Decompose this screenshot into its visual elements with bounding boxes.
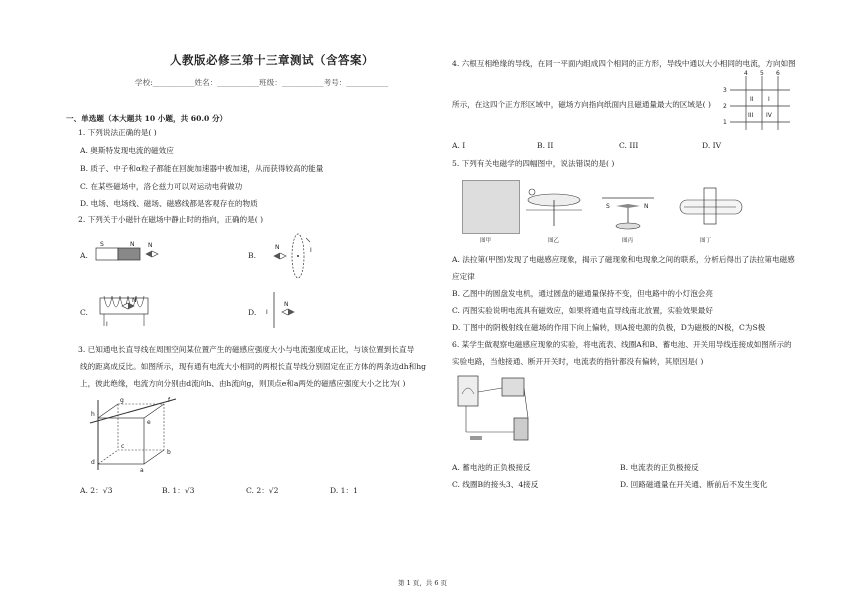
student-info-fields: 学校:___________姓名：___________班级：___________考号：___________ — [135, 78, 389, 87]
q3-label-a: a — [140, 467, 144, 474]
q2c-n-label: N — [132, 297, 137, 304]
section-title: 一、单选题（本大题共 10 小题，共 60.0 分） — [66, 114, 228, 123]
q2-option-c-label: C. — [80, 308, 88, 317]
q3-label-b: b — [167, 449, 171, 456]
q6-stem-line2: 实验电路，当他接通、断开开关时，电流表的指针都没有偏转，其原因是( ) — [452, 357, 704, 366]
q5-option-d: D. 丁图中的阴极射线在磁场的作用下向上偏转，则A接电源的负极，D为磁极的N极，C为S极 — [452, 323, 766, 332]
q6-option-d: D. 回路磁通量在开关通、断前后不发生变化 — [620, 480, 768, 489]
q2d-n-label: N — [284, 301, 289, 308]
q5c-n-label: N — [644, 203, 649, 210]
q4-option-b: B. II — [537, 141, 554, 150]
q5-option-a-line2: 应定律 — [452, 272, 475, 281]
q3-label-h: h — [91, 411, 95, 418]
q4-wire-6: 6 — [776, 70, 780, 77]
q6-option-c: C. 线圈B的接头3、4接反 — [452, 480, 539, 489]
q4-region-1: I — [768, 96, 770, 103]
q5-caption-4: 图丁 — [700, 238, 712, 244]
q4-wire-2: 2 — [723, 103, 727, 110]
q5-caption-2: 图乙 — [548, 238, 560, 244]
page-number: 第 1 页，共 6 页 — [398, 579, 448, 587]
q2-figure-d — [268, 290, 328, 330]
q1-option-a: A. 奥斯特发现电流的磁效应 — [80, 146, 174, 155]
q3-label-f: f — [168, 397, 171, 404]
q1-stem: 1. 下列说法正确的是( ) — [78, 128, 157, 137]
q4-option-a: A. I — [452, 141, 466, 150]
q3-label-e: e — [147, 419, 151, 426]
q2-option-d-label: D. — [248, 308, 257, 317]
q4-grid-figure — [720, 70, 792, 132]
q5-caption-3: 图丙 — [622, 238, 634, 244]
q5-caption-1: 图甲 — [480, 238, 492, 244]
q4-option-d: D. IV — [702, 141, 722, 150]
q6-option-b: B. 电流表的正负极接反 — [620, 463, 699, 472]
q2a-n-label: N — [130, 241, 135, 248]
q4-wire-4: 4 — [744, 70, 748, 77]
q5c-s-label: S — [606, 203, 610, 210]
q1-option-c: C. 在某些磁场中，洛仑兹力可以对运动电荷做功 — [80, 182, 243, 191]
q5-option-c: C. 丙图实验说明电流具有磁效应，如果将通电直导线南北放置，实验效果最好 — [452, 306, 713, 315]
q3-option-c: C. 2：√2 — [246, 486, 279, 495]
q2-figure-c — [96, 290, 166, 330]
q1-option-b: B. 质子、中子和α粒子都能在回旋加速器中被加速，从而获得较高的能量 — [80, 164, 324, 173]
q5-figure-portrait — [462, 180, 520, 234]
q1-option-d: D. 电场、电场线、磁场、磁感线都是客观存在的物质 — [80, 199, 258, 208]
q4-region-4: IV — [766, 112, 772, 119]
q6-option-a: A. 蓄电池的正负极接反 — [452, 463, 531, 472]
q2c-i-label: I — [106, 321, 108, 328]
q5-figure-cathode-tube — [676, 186, 746, 230]
q5-figure-disc-generator — [520, 182, 590, 230]
q3-label-c: c — [121, 443, 125, 450]
q2-figure-a — [96, 241, 166, 266]
q4-wire-1: 1 — [723, 119, 727, 126]
q2-option-a-label: A. — [80, 251, 88, 260]
q6-stem-line1: 6. 某学生做观察电磁感应现象的实验，将电流表、线圈A和B、蓄电池、开关用导线连接成如图所示的 — [452, 340, 792, 349]
q2-stem: 2. 下列关于小磁针在磁场中静止时的指向，正确的是( ) — [78, 215, 264, 224]
q2a-s-label: S — [100, 241, 104, 248]
q4-stem-line1: 4. 六根互相绝缘的导线，在同一平面内组成四个相同的正方形，导线中通以大小相同的电流，方向如图 — [452, 59, 796, 68]
q3-option-b: B. 1：√3 — [162, 486, 195, 495]
q3-label-g: g — [120, 397, 124, 404]
q3-option-d: D. 1：1 — [330, 486, 358, 495]
q2-figure-b — [268, 232, 328, 282]
q2b-i-label: I — [310, 247, 312, 254]
q4-option-c: C. III — [619, 141, 639, 150]
q5-figure-oersted — [600, 190, 656, 230]
q3-stem-line3: 上，彼此绝缘，电流方向分别由d流向h、由h流向g，则顶点e和a两处的磁感应强度大小之比为( ) — [80, 379, 406, 388]
q3-cube-figure — [90, 396, 186, 472]
q4-stem-line2: 所示，在这四个正方形区域中，磁场方向指向纸面内且磁通量最大的区域是( ) — [452, 100, 711, 109]
q2d-i-label: I — [266, 309, 268, 316]
q5-stem: 5. 下列有关电磁学的四幅图中，说法错误的是( ) — [452, 159, 615, 168]
q4-wire-5: 5 — [760, 70, 764, 77]
q2b-n-label: N — [275, 244, 280, 251]
q3-label-d: d — [91, 459, 95, 466]
q4-region-2: II — [750, 96, 754, 103]
q5-option-b: B. 乙图中的圆盘发电机，通过圆盘的磁通量保持不变，但电路中的小灯泡会亮 — [452, 289, 713, 298]
q4-region-3: III — [748, 112, 754, 119]
q5-option-a-line1: A. 法拉第(甲图)发现了电磁感应现象，揭示了磁现象和电现象之间的联系，分析后得出了法拉第电磁感 — [452, 255, 795, 264]
q3-stem-line2: 线的距离成反比。如图所示，现有通有电流大小相同的两根长直导线分别固定在正方体的两条边dh和hg — [80, 362, 427, 371]
page-title: 人教版必修三第十三章测试（含答案） — [170, 53, 374, 67]
q4-wire-3: 3 — [723, 87, 727, 94]
q3-stem-line1: 3. 已知通电长直导线在周围空间某位置产生的磁感应强度大小与电流强度成正比，与该位置到长直导 — [78, 345, 415, 354]
q2a-needle-n-label: N — [148, 242, 153, 249]
q2-option-b-label: B. — [248, 251, 256, 260]
q3-option-a: A. 2：√3 — [80, 486, 113, 495]
q6-circuit-figure — [456, 372, 556, 452]
